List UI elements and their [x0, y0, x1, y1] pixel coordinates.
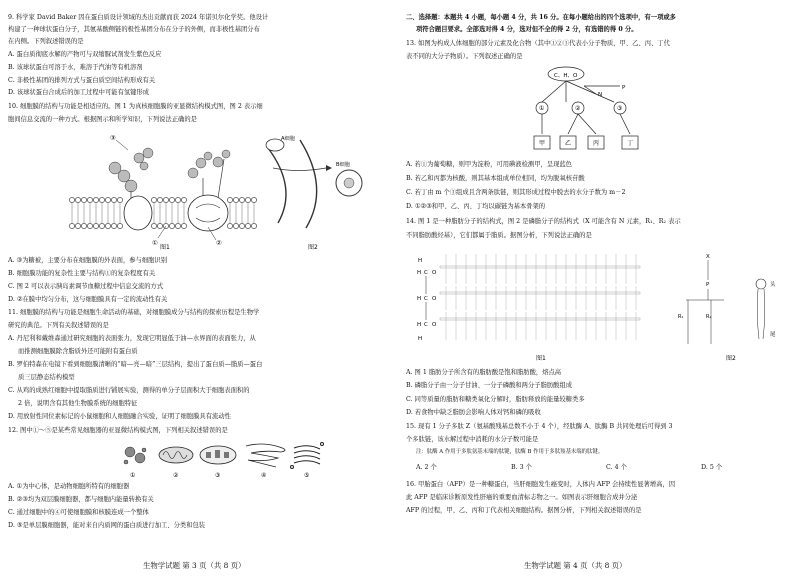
- small-molecule-2: ②: [575, 105, 581, 112]
- q11-option-b: B. 罗伯特森在电镜下看到细胞膜清晰的“暗—亮—暗”三层结构，提出了蛋白质—脂质—蛋白: [8, 361, 263, 368]
- q12-organelles-figure: [116, 440, 326, 480]
- q14-lipid-structures-figure: [406, 244, 794, 364]
- q15-line-2: 个多肽链，该水解过程中消耗的水分子数可能是: [406, 436, 539, 443]
- small-molecule-3: ③: [617, 105, 623, 112]
- golgi-drawing: [291, 443, 324, 469]
- q11-option-a-cont: 而推测细胞膜除含脂质外还可能附有蛋白质: [18, 348, 138, 355]
- q14-line-1: 14. 图 1 是一种脂肪分子的结构式，图 2 是磷脂分子的结构式（X 可能含有 N 元素，R₁、R₂ 表示: [406, 218, 681, 225]
- fig10-2-caption: 图2: [308, 244, 318, 250]
- q11-line-2: 研究的典范。下列有关叙述错误的是: [8, 322, 109, 329]
- q12-option-b: B. ②③均为双层膜细胞器，都与细胞内能量转换有关: [8, 496, 154, 503]
- b-cell-label: B细胞: [336, 162, 350, 168]
- q13-option-b: B. 若乙和丙都为核酸，则其基本组成单位相同，均为脱氧核苷酸: [406, 175, 585, 182]
- phospholipid-drawing: [678, 254, 776, 362]
- section-2-heading: 二、选择题：本题共 4 小题，每小题 4 分，共 16 分。在每小题给出的四个选项中，有一项或多: [406, 14, 676, 21]
- elements-label: C、H、O: [554, 73, 578, 79]
- q12-option-d: D. ⑤是单层膜细胞器，能对来自内质网的蛋白质进行加工、分类和包装: [8, 522, 206, 529]
- organelle-label-3: ③: [215, 472, 221, 479]
- q10-option-b: B. 细胞膜功能的复杂性主要与结构①的复杂程度有关: [8, 270, 156, 277]
- q15-option-d: D. 5 个: [701, 464, 723, 471]
- q10-figure: [68, 128, 368, 250]
- membrane-diagram: [69, 134, 256, 250]
- n-element-label: N: [598, 92, 603, 98]
- right-page-footer: 生物学试题 第 4 页（共 8 页）: [524, 561, 627, 570]
- q11-option-c: C. 从鸡的成熟红细胞中提取脂质进行铺展实验，测得的单分子层面积大于细胞表面积的: [8, 387, 250, 394]
- q14-option-c: C. 同等质量的脂肪和糖类氧化分解时，脂肪释放的能量较糖类多: [406, 396, 585, 403]
- right-page: [406, 0, 794, 579]
- q16-line-2: 此 AFP 是临床诊断原发性肝癌的重要血清标志物之一。如图表示肝细胞合成并分泌: [406, 494, 638, 501]
- q11-line-1: 11. 细胞膜的结构与功能是细胞生命活动的基础，对细胞膜成分与结构的探索历程是生物学: [8, 309, 260, 316]
- section-2-heading-cont: 项符合题目要求。全部选对得 4 分，选对但不全的得 2 分，有选错的得 0 分。: [416, 26, 638, 33]
- p-element-label: P: [622, 85, 626, 91]
- q15-option-c: C. 4 个: [606, 464, 627, 471]
- phosphorus-label: P: [706, 282, 710, 288]
- fat-chain-3: [440, 318, 640, 320]
- mitochondrion-drawing: [159, 447, 193, 463]
- q14-option-b: B. 磷脂分子由一分子甘油、一分子磷酸和两分子脂肪酸组成: [406, 382, 573, 389]
- fig14-2-caption: 图2: [726, 355, 736, 362]
- left-page-footer: 生物学试题 第 3 页（共 8 页）: [143, 561, 246, 570]
- q12-line-1: 12. 图中①～⑤是某些常见细胞器的亚显微结构模式图，下列相关叙述错误的是: [8, 427, 228, 434]
- endoplasmic-reticulum-drawing: [246, 444, 285, 467]
- q9-line-3: 在内侧。下列叙述错误的是: [8, 38, 84, 45]
- q15-option-a: A. 2 个: [416, 464, 437, 471]
- centriole-drawing: [124, 447, 146, 464]
- chloroplast-drawing: [200, 446, 236, 464]
- q15-line-1: 15. 现有 1 分子多肽 Z（氨基酸残基总数不小于 4 个），经肽酶 A、肽酶 B 共同处理后可得到 3: [406, 423, 673, 430]
- q10-line-2: 胞间信息交流的一种方式。根据图示和所学知识，下列说法正确的是: [8, 116, 197, 123]
- organelle-label-4: ④: [261, 472, 267, 479]
- q9-option-a: A. 蛋白质彻底水解的产物可与双缩脲试剂发生紫色反应: [8, 51, 162, 58]
- q13-line-2: 表不同的大分子物质）。下列叙述正确的是: [406, 53, 523, 60]
- q9-option-d: D. 该球状蛋白合成后的加工过程中可能有氢键形成: [8, 89, 150, 96]
- head-label: 头: [770, 282, 776, 288]
- cell-signal-diagram: [266, 134, 362, 250]
- q14-option-d: D. 若食物中缺乏脂肪会影响人体对钙和磷的吸收: [406, 409, 541, 416]
- r2-label: R₂: [706, 314, 712, 320]
- fat-molecule-drawing: [417, 254, 640, 362]
- q13-option-c: C. 若丁由 m 个③组成且含两条肽链，则其形成过程中脱去的水分子数为 m－2: [406, 189, 626, 196]
- svg-text:H: H: [417, 270, 422, 276]
- q13-compound-tree-figure: [516, 64, 676, 160]
- membrane-label-2: ②: [216, 239, 222, 247]
- membrane-label-1: ①: [152, 239, 158, 247]
- svg-text:O: O: [432, 296, 437, 302]
- q9-line-2: 构建了一种球状蛋白分子，其氨基酸侧链的极性基团分布在分子的外侧，而非极性基团分布: [8, 26, 260, 33]
- organelle-label-5: ⑤: [304, 472, 310, 479]
- membrane-label-3: ③: [110, 134, 116, 142]
- q9-line-1: 9. 科学家 David Baker 因在蛋白质设计领域的杰出贡献而获 2024 年诺贝尔化学奖。他设计: [8, 14, 269, 21]
- q9-option-b: B. 该球状蛋白可溶于水，难溶于汽油等有机溶剂: [8, 64, 143, 71]
- svg-text:C: C: [424, 270, 428, 276]
- q10-option-a: A. ③为糖被，主要分布在细胞膜的外表面，参与细胞识别: [8, 257, 168, 264]
- svg-text:H: H: [417, 296, 422, 302]
- q14-option-a: A. 图 1 脂肪分子所含有的脂肪酸是饱和脂肪酸，熔点高: [406, 369, 562, 376]
- fat-chain-1: [440, 266, 640, 268]
- fig14-1-caption: 图1: [536, 355, 546, 362]
- q15-option-b: B. 3 个: [511, 464, 532, 471]
- svg-text:O: O: [432, 322, 437, 328]
- q14-line-2: 不同脂肪酸烃基），它们都属于脂质。据图分析，下列说法正确的是: [406, 232, 592, 239]
- q16-line-1: 16. 甲胎蛋白（AFP）是一种糖蛋白，当肝细胞发生癌变时，人体内 AFP 会持续性显著增高，因: [406, 481, 676, 488]
- svg-text:H: H: [417, 322, 422, 328]
- fig10-1-caption: 图1: [160, 244, 170, 250]
- q11-option-a: A. 丹尼利和戴维森通过研究细胞的表面张力，发现它明显低于油—水界面的表面张力，从: [8, 335, 256, 342]
- q13-option-a: A. 若①为葡萄糖，则甲为淀粉，可用碘液检测甲，呈现蓝色: [406, 161, 572, 168]
- svg-text:C: C: [424, 296, 428, 302]
- q11-option-b-cont: 质三层静态结构模型: [18, 374, 75, 381]
- macromolecule-ding: 丁: [627, 140, 634, 147]
- small-molecule-1: ①: [539, 105, 545, 112]
- x-group-label: X: [706, 254, 710, 260]
- q12-option-a: A. ①为中心体，是动物细胞所特有的细胞器: [8, 483, 130, 490]
- q11-option-d: D. 用放射性同位素标记的小鼠细胞和人细胞融合实验，证明了细胞膜具有流动性: [8, 413, 231, 420]
- q13-option-d: D. ①②③和甲、乙、丙、丁均以碳链为基本骨架的: [406, 203, 546, 210]
- q16-line-3: AFP 的过程，甲、乙、丙和丁代表相关细胞结构。据图分析，下列相关叙述错误的是: [406, 507, 642, 514]
- macromolecule-bing: 丙: [593, 140, 600, 147]
- macromolecule-jia: 甲: [539, 140, 546, 147]
- q10-option-d: D. ②在膜中均匀分布，这与细胞膜具有一定的流动性有关: [8, 296, 168, 303]
- svg-text:C: C: [424, 322, 428, 328]
- q12-option-c: C. 通过细胞中的④可使细胞膜和核膜连成一个整体: [8, 509, 149, 516]
- q15-note: 注：肽酶 A 作用于多肽氨基末端的肽键，肽酶 B 作用于多肽羧基末端的肽键。: [416, 449, 604, 455]
- svg-text:H: H: [418, 336, 423, 342]
- organelle-label-1: ①: [130, 472, 136, 479]
- q13-line-1: 13. 如图为构成人体细胞的部分元素及化合物（其中①②③代表小分子物质，甲、乙、丙、丁代: [406, 40, 670, 47]
- organelle-label-2: ②: [173, 472, 179, 479]
- svg-text:O: O: [432, 270, 437, 276]
- tail-label: 尾: [770, 332, 776, 338]
- r1-label: R₁: [678, 314, 684, 320]
- macromolecule-yi: 乙: [565, 140, 572, 147]
- fat-chain-2: [440, 292, 640, 294]
- svg-text:H: H: [418, 258, 423, 264]
- q11-option-c-cont: 2 倍，说明含有其他生物膜系统的细胞特征: [18, 400, 138, 407]
- a-cell-label: A细胞: [281, 136, 295, 142]
- q10-line-1: 10. 细胞膜的结构与功能是相适应的。图 1 为真核细胞膜的亚显微结构模式图，图 2 表示细: [8, 103, 263, 110]
- left-page: [8, 0, 396, 579]
- q9-option-c: C. 非极性基团的排列方式与蛋白质空间结构形成有关: [8, 77, 156, 84]
- q10-option-c: C. 图 2 可以表示胰岛素调节血糖过程中信息交流的方式: [8, 283, 164, 290]
